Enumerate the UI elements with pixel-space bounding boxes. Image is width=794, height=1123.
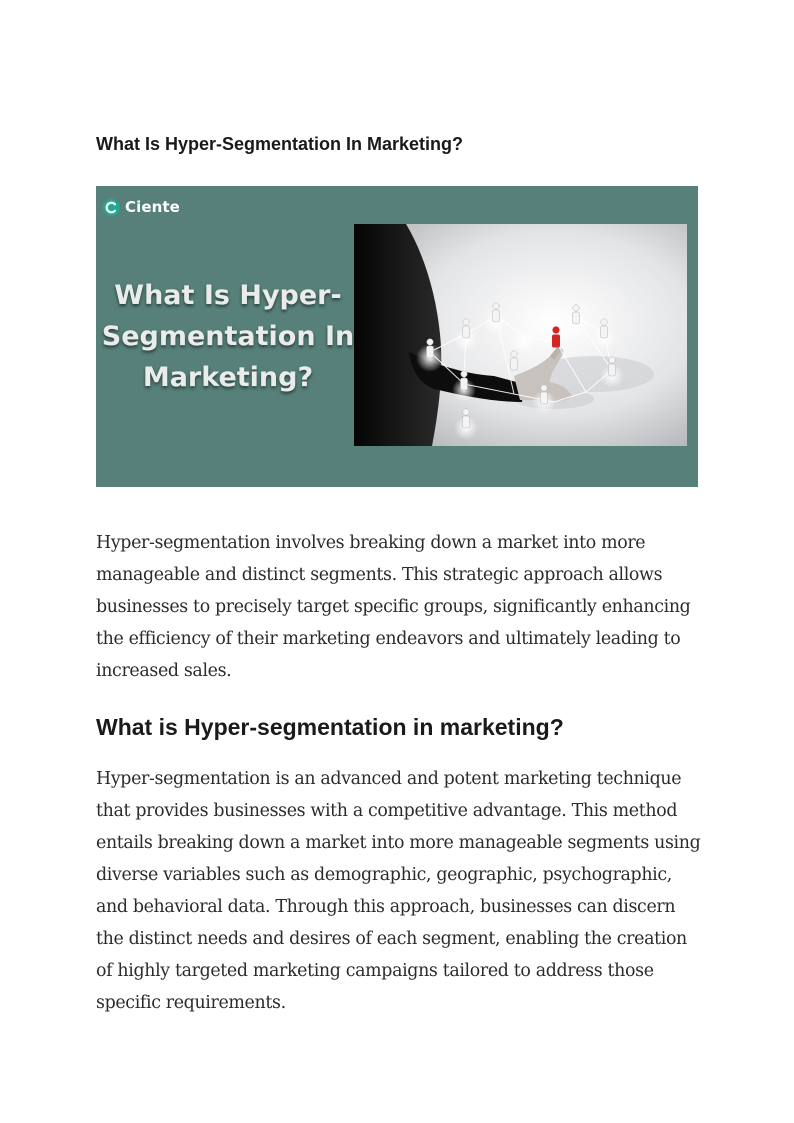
section-paragraph: Hyper-segmentation is an advanced and potent marketing technique that provides businesses with a competitive advantage. This method entails breaking down a market into more manageable segments using diverse variables such as demographic, geographic, psychographic, and behavioral data. Through this approach, businesses can discern the distinct needs and desires of each segment, enabling the creation of highly targeted marketing campaigns tailored to address those specific requirements. bbox=[96, 769, 701, 1013]
hand-network-people-icon bbox=[354, 224, 687, 446]
intro-paragraph: Hyper-segmentation involves breaking down a market into more manageable and distinct segments. This strategic approach allows businesses to precisely target specific groups, significantly enhancing the efficiency of their marketing endeavors and ultimately leading to increased sales. bbox=[96, 533, 691, 681]
section-heading: What is Hyper-segmentation in marketing? bbox=[96, 714, 564, 740]
banner-photo bbox=[354, 224, 687, 446]
brand-logo bbox=[102, 196, 180, 218]
hero-banner-image bbox=[96, 186, 698, 487]
banner-heading: What Is Hyper- Segmentation In Marketing? bbox=[101, 280, 355, 393]
document-title: What Is Hyper-Segmentation In Marketing? bbox=[96, 134, 464, 154]
ciente-logo-icon bbox=[102, 198, 121, 217]
brand-name: Ciente bbox=[125, 198, 180, 216]
